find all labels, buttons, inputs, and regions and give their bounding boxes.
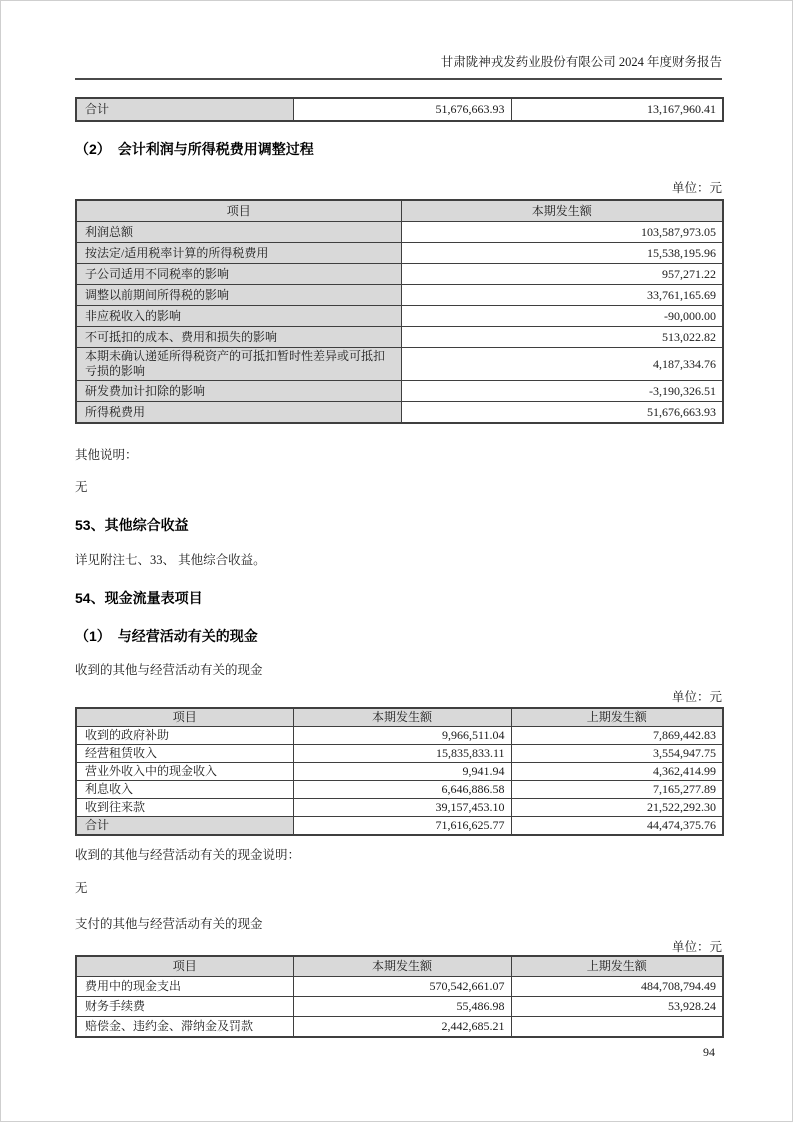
column-header-item: 项目 [76,200,401,222]
item-cell: 营业外收入中的现金收入 [76,763,293,781]
section-heading-cash-flow-items: 54、现金流量表项目 [75,590,203,606]
previous-amount-cell: 21,522,292.30 [511,799,723,817]
current-amount-cell: 51,676,663.93 [293,98,511,121]
item-cell: 经营租赁收入 [76,745,293,763]
item-cell: 利息收入 [76,781,293,799]
tax-adjustment-table [75,199,724,424]
header-rule [75,78,722,80]
unit-label: 单位：元 [671,181,722,195]
item-cell: 收到的政府补助 [76,727,293,745]
table-caption-received-cash: 收到的其他与经营活动有关的现金 [75,663,263,677]
item-cell: 子公司适用不同税率的影响 [76,264,401,285]
item-cell: 费用中的现金支出 [76,977,293,997]
table-row [76,727,723,745]
table-row [76,977,723,997]
current-amount-cell: 33,761,165.69 [401,285,723,306]
column-header-item: 项目 [76,956,293,977]
paid-cash-table [75,955,724,1038]
current-amount-cell: 570,542,661.07 [293,977,511,997]
table-row [76,763,723,781]
column-header-current: 本期发生额 [293,956,511,977]
table-row [76,997,723,1017]
table-row [76,264,723,285]
section-heading-other-comprehensive-income: 53、其他综合收益 [75,517,189,533]
table-row [76,98,723,121]
table-row [76,781,723,799]
other-note-label: 其他说明： [75,448,138,462]
current-amount-cell: 2,442,685.21 [293,1017,511,1038]
report-header-title: 甘肃陇神戎发药业股份有限公司 2024 年度财务报告 [440,55,722,69]
carryover-total-table [75,97,724,122]
current-amount-cell: 51,676,663.93 [401,402,723,424]
received-cash-note-value: 无 [75,881,88,895]
previous-amount-cell: 53,928.24 [511,997,723,1017]
table-row [76,222,723,243]
current-amount-cell: 9,966,511.04 [293,727,511,745]
subsection-heading-operating-cash: （1） 与经营活动有关的现金 [75,628,258,644]
table-row [76,381,723,402]
previous-amount-cell: 13,167,960.41 [511,98,723,121]
current-amount-cell: 957,271.22 [401,264,723,285]
item-cell: 研发费加计扣除的影响 [76,381,401,402]
current-amount-cell: -3,190,326.51 [401,381,723,402]
table-row [76,243,723,264]
item-cell: 合计 [76,98,293,121]
previous-amount-cell: 3,554,947.75 [511,745,723,763]
item-cell: 非应税收入的影响 [76,306,401,327]
table-row [76,1017,723,1038]
table-caption-paid-cash: 支付的其他与经营活动有关的现金 [75,917,263,931]
column-header-previous: 上期发生额 [511,956,723,977]
page-content [75,0,722,1038]
current-amount-cell: 55,486.98 [293,997,511,1017]
received-cash-table [75,707,724,836]
section-heading-tax-adjustment: （2） 会计利润与所得税费用调整过程 [75,141,314,157]
table-row [76,402,723,424]
column-header-previous: 上期发生额 [511,708,723,727]
current-amount-cell: 71,616,625.77 [293,817,511,836]
item-cell: 利润总额 [76,222,401,243]
item-cell: 合计 [76,817,293,836]
item-cell: 所得税费用 [76,402,401,424]
current-amount-cell: 103,587,973.05 [401,222,723,243]
table-header-row [76,708,723,727]
item-cell: 赔偿金、违约金、滞纳金及罚款 [76,1017,293,1038]
unit-label: 单位：元 [671,940,722,954]
current-amount-cell: 9,941.94 [293,763,511,781]
unit-label: 单位：元 [671,690,722,704]
column-header-current: 本期发生额 [293,708,511,727]
previous-amount-cell: 44,474,375.76 [511,817,723,836]
item-cell: 不可抵扣的成本、费用和损失的影响 [76,327,401,348]
received-cash-note-label: 收到的其他与经营活动有关的现金说明： [75,848,301,862]
current-amount-cell: 15,835,833.11 [293,745,511,763]
previous-amount-cell: 4,362,414.99 [511,763,723,781]
current-amount-cell: -90,000.00 [401,306,723,327]
table-row [76,745,723,763]
previous-amount-cell: 7,165,277.89 [511,781,723,799]
table-header-row [76,956,723,977]
current-amount-cell: 39,157,453.10 [293,799,511,817]
current-amount-cell: 6,646,886.58 [293,781,511,799]
page-number: 94 [703,1045,715,1059]
current-amount-cell: 4,187,334.76 [401,348,723,381]
section-body-other-comprehensive-income: 详见附注七、33、 其他综合收益。 [75,553,266,567]
previous-amount-cell [511,1017,723,1038]
table-row [76,306,723,327]
item-cell: 调整以前期间所得税的影响 [76,285,401,306]
item-cell: 本期未确认递延所得税资产的可抵扣暂时性差异或可抵扣亏损的影响 [76,348,401,381]
table-total-row [76,817,723,836]
table-row [76,327,723,348]
column-header-item: 项目 [76,708,293,727]
item-cell: 财务手续费 [76,997,293,1017]
previous-amount-cell: 7,869,442.83 [511,727,723,745]
current-amount-cell: 15,538,195.96 [401,243,723,264]
column-header-current: 本期发生额 [401,200,723,222]
current-amount-cell: 513,022.82 [401,327,723,348]
table-row [76,285,723,306]
previous-amount-cell: 484,708,794.49 [511,977,723,997]
table-row [76,348,723,381]
other-note-value: 无 [75,480,88,494]
table-row [76,799,723,817]
table-header-row [76,200,723,222]
item-cell: 按法定/适用税率计算的所得税费用 [76,243,401,264]
item-cell: 收到往来款 [76,799,293,817]
